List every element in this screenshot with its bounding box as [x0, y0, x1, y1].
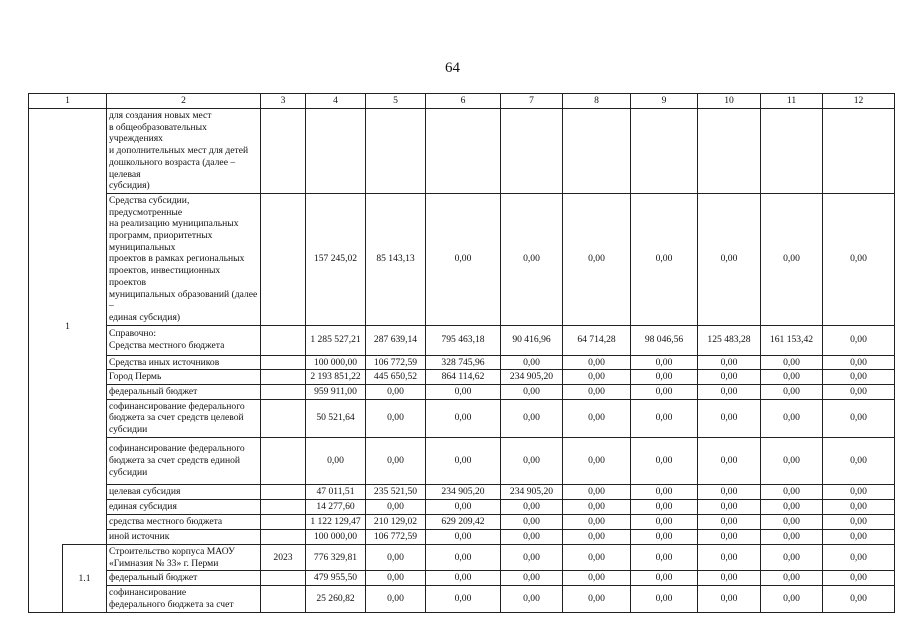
value-cell: 0,00	[563, 499, 631, 514]
value-cell: 0,00	[698, 370, 761, 385]
value-cell: 0,00	[366, 385, 426, 400]
value-cell: 0,00	[501, 571, 563, 586]
value-cell: 0,00	[631, 544, 698, 570]
table-row	[29, 325, 895, 355]
value-cell: 776 329,81	[306, 544, 366, 570]
value-cell: 25 260,82	[306, 585, 366, 612]
value-cell: 0,00	[761, 437, 823, 484]
value-cell: 1 285 527,21	[306, 325, 366, 355]
value-cell: 959 911,00	[306, 385, 366, 400]
value-cell: 0,00	[761, 585, 823, 612]
value-cell: 64 714,28	[563, 325, 631, 355]
value-cell: 0,00	[698, 544, 761, 570]
value-cell: 479 955,50	[306, 571, 366, 586]
year-cell	[261, 370, 306, 385]
value-cell: 0,00	[761, 399, 823, 437]
table-row	[29, 370, 895, 385]
value-cell: 0,00	[631, 484, 698, 499]
value-cell: 0,00	[631, 193, 698, 325]
value-cell: 0,00	[366, 399, 426, 437]
table-row	[29, 109, 895, 194]
year-cell	[261, 399, 306, 437]
value-cell: 0,00	[563, 571, 631, 586]
column-number-3: 3	[261, 94, 306, 109]
row-label: софинансирование федерального бюджета за счет	[107, 585, 261, 612]
value-cell: 864 114,62	[426, 370, 501, 385]
year-cell	[261, 385, 306, 400]
value-cell	[698, 109, 761, 194]
value-cell: 0,00	[823, 325, 895, 355]
year-cell	[261, 109, 306, 194]
year-cell	[261, 529, 306, 544]
value-cell: 100 000,00	[306, 529, 366, 544]
value-cell: 0,00	[698, 399, 761, 437]
value-cell	[761, 109, 823, 194]
value-cell: 0,00	[563, 193, 631, 325]
year-cell: 2023	[261, 544, 306, 570]
value-cell: 0,00	[761, 571, 823, 586]
row-label: иной источник	[107, 529, 261, 544]
value-cell: 0,00	[366, 571, 426, 586]
value-cell: 0,00	[501, 399, 563, 437]
value-cell: 0,00	[501, 544, 563, 570]
value-cell	[823, 109, 895, 194]
value-cell: 0,00	[501, 514, 563, 529]
value-cell: 106 772,59	[366, 355, 426, 370]
page-number: 64	[445, 60, 460, 76]
year-cell	[261, 193, 306, 325]
year-cell	[261, 325, 306, 355]
value-cell: 98 046,56	[631, 325, 698, 355]
value-cell: 0,00	[761, 544, 823, 570]
value-cell: 106 772,59	[366, 529, 426, 544]
value-cell: 0,00	[563, 529, 631, 544]
value-cell: 0,00	[761, 385, 823, 400]
value-cell: 0,00	[631, 499, 698, 514]
year-cell	[261, 571, 306, 586]
value-cell: 0,00	[563, 484, 631, 499]
value-cell: 0,00	[698, 529, 761, 544]
value-cell: 14 277,60	[306, 499, 366, 514]
table-row	[29, 484, 895, 499]
column-number-2: 2	[107, 94, 261, 109]
value-cell: 0,00	[761, 355, 823, 370]
value-cell: 0,00	[366, 585, 426, 612]
row-label: Справочно: Средства местного бюджета	[107, 325, 261, 355]
value-cell: 0,00	[501, 585, 563, 612]
value-cell	[426, 109, 501, 194]
value-cell: 0,00	[698, 193, 761, 325]
column-number-4: 4	[306, 94, 366, 109]
value-cell: 287 639,14	[366, 325, 426, 355]
table-row	[29, 193, 895, 325]
value-cell: 125 483,28	[698, 325, 761, 355]
value-cell: 0,00	[761, 529, 823, 544]
table-row	[29, 544, 895, 570]
year-cell	[261, 499, 306, 514]
value-cell: 0,00	[306, 437, 366, 484]
column-number-5: 5	[366, 94, 426, 109]
value-cell: 0,00	[823, 571, 895, 586]
row-label: софинансирование федерального бюджета за счет средств единой субсидии	[107, 437, 261, 484]
value-cell: 0,00	[823, 499, 895, 514]
table-row	[29, 355, 895, 370]
value-cell: 0,00	[426, 193, 501, 325]
value-cell: 0,00	[823, 484, 895, 499]
table-row	[29, 529, 895, 544]
column-number-6: 6	[426, 94, 501, 109]
value-cell: 0,00	[698, 437, 761, 484]
value-cell: 0,00	[823, 370, 895, 385]
value-cell: 0,00	[426, 585, 501, 612]
value-cell: 0,00	[366, 499, 426, 514]
row-label: софинансирование федерального бюджета за счет средств целевой субсидии	[107, 399, 261, 437]
value-cell: 0,00	[761, 499, 823, 514]
value-cell: 0,00	[761, 193, 823, 325]
row-label: федеральный бюджет	[107, 571, 261, 586]
value-cell: 0,00	[426, 399, 501, 437]
group-number-cell: 1	[29, 109, 107, 545]
row-label: Средства субсидии, предусмотренные на реализацию муниципальных программ, приоритетных муниципальных проектов в рамках региональных проектов, инвестиционных проектов муниципальных образований (далее – единая субсидия)	[107, 193, 261, 325]
value-cell: 161 153,42	[761, 325, 823, 355]
table-row	[29, 499, 895, 514]
value-cell: 0,00	[761, 514, 823, 529]
column-number-12: 12	[823, 94, 895, 109]
value-cell: 0,00	[631, 571, 698, 586]
table-row	[29, 385, 895, 400]
budget-table	[28, 93, 895, 613]
column-number-10: 10	[698, 94, 761, 109]
value-cell: 85 143,13	[366, 193, 426, 325]
value-cell: 1 122 129,47	[306, 514, 366, 529]
value-cell	[631, 109, 698, 194]
row-label: федеральный бюджет	[107, 385, 261, 400]
value-cell: 629 209,42	[426, 514, 501, 529]
value-cell: 0,00	[366, 544, 426, 570]
value-cell: 47 011,51	[306, 484, 366, 499]
value-cell: 0,00	[563, 514, 631, 529]
value-cell: 0,00	[698, 514, 761, 529]
value-cell: 0,00	[563, 585, 631, 612]
value-cell: 0,00	[823, 193, 895, 325]
row-label: Город Пермь	[107, 370, 261, 385]
column-number-row	[29, 94, 895, 109]
value-cell: 0,00	[426, 499, 501, 514]
row-label: для создания новых мест в общеобразовательных учреждениях и дополнительных мест для детей дошкольного возраста (далее – целевая субсидия)	[107, 109, 261, 194]
value-cell: 445 650,52	[366, 370, 426, 385]
value-cell: 100 000,00	[306, 355, 366, 370]
value-cell: 0,00	[563, 385, 631, 400]
value-cell: 0,00	[426, 571, 501, 586]
value-cell: 157 245,02	[306, 193, 366, 325]
value-cell	[306, 109, 366, 194]
table-row	[29, 437, 895, 484]
value-cell: 0,00	[698, 484, 761, 499]
year-cell	[261, 437, 306, 484]
value-cell: 0,00	[698, 499, 761, 514]
column-number-7: 7	[501, 94, 563, 109]
value-cell: 795 463,18	[426, 325, 501, 355]
value-cell: 0,00	[631, 437, 698, 484]
value-cell: 235 521,50	[366, 484, 426, 499]
year-cell	[261, 484, 306, 499]
value-cell: 0,00	[501, 355, 563, 370]
value-cell: 2 193 851,22	[306, 370, 366, 385]
year-cell	[261, 355, 306, 370]
value-cell: 0,00	[698, 585, 761, 612]
value-cell: 0,00	[563, 437, 631, 484]
value-cell: 50 521,64	[306, 399, 366, 437]
value-cell: 0,00	[631, 514, 698, 529]
row-label: Средства иных источников	[107, 355, 261, 370]
row-label: Строительство корпуса МАОУ «Гимназия № 33» г. Перми	[107, 544, 261, 570]
value-cell: 234 905,20	[426, 484, 501, 499]
value-cell: 0,00	[501, 437, 563, 484]
value-cell: 0,00	[631, 585, 698, 612]
table-row	[29, 585, 895, 612]
table-row	[29, 514, 895, 529]
value-cell: 210 129,02	[366, 514, 426, 529]
value-cell: 0,00	[823, 399, 895, 437]
year-cell	[261, 514, 306, 529]
value-cell: 0,00	[823, 437, 895, 484]
value-cell: 0,00	[501, 385, 563, 400]
value-cell: 0,00	[426, 544, 501, 570]
value-cell: 0,00	[426, 437, 501, 484]
value-cell: 0,00	[563, 355, 631, 370]
value-cell: 0,00	[426, 529, 501, 544]
value-cell: 0,00	[823, 514, 895, 529]
value-cell: 0,00	[426, 385, 501, 400]
value-cell: 328 745,96	[426, 355, 501, 370]
value-cell: 0,00	[823, 385, 895, 400]
value-cell: 0,00	[823, 544, 895, 570]
value-cell: 0,00	[501, 193, 563, 325]
value-cell	[563, 109, 631, 194]
value-cell	[366, 109, 426, 194]
value-cell: 0,00	[563, 399, 631, 437]
row-label: целевая субсидия	[107, 484, 261, 499]
value-cell: 234 905,20	[501, 370, 563, 385]
row-label: средства местного бюджета	[107, 514, 261, 529]
column-number-9: 9	[631, 94, 698, 109]
value-cell: 0,00	[563, 544, 631, 570]
empty-cell	[29, 544, 63, 612]
value-cell: 0,00	[631, 529, 698, 544]
value-cell: 90 416,96	[501, 325, 563, 355]
table-row	[29, 399, 895, 437]
value-cell: 0,00	[366, 437, 426, 484]
value-cell: 0,00	[823, 529, 895, 544]
value-cell: 234 905,20	[501, 484, 563, 499]
value-cell: 0,00	[631, 399, 698, 437]
value-cell: 0,00	[823, 355, 895, 370]
table-row	[29, 571, 895, 586]
value-cell: 0,00	[698, 571, 761, 586]
value-cell: 0,00	[631, 385, 698, 400]
subitem-number-cell: 1.1	[63, 544, 107, 612]
value-cell: 0,00	[501, 529, 563, 544]
row-label: единая субсидия	[107, 499, 261, 514]
value-cell: 0,00	[698, 355, 761, 370]
column-number-8: 8	[563, 94, 631, 109]
column-number-11: 11	[761, 94, 823, 109]
value-cell: 0,00	[631, 355, 698, 370]
column-number-1: 1	[29, 94, 107, 109]
value-cell: 0,00	[698, 385, 761, 400]
year-cell	[261, 585, 306, 612]
value-cell: 0,00	[501, 499, 563, 514]
value-cell: 0,00	[631, 370, 698, 385]
value-cell: 0,00	[761, 370, 823, 385]
value-cell: 0,00	[761, 484, 823, 499]
value-cell: 0,00	[823, 585, 895, 612]
value-cell: 0,00	[563, 370, 631, 385]
value-cell	[501, 109, 563, 194]
